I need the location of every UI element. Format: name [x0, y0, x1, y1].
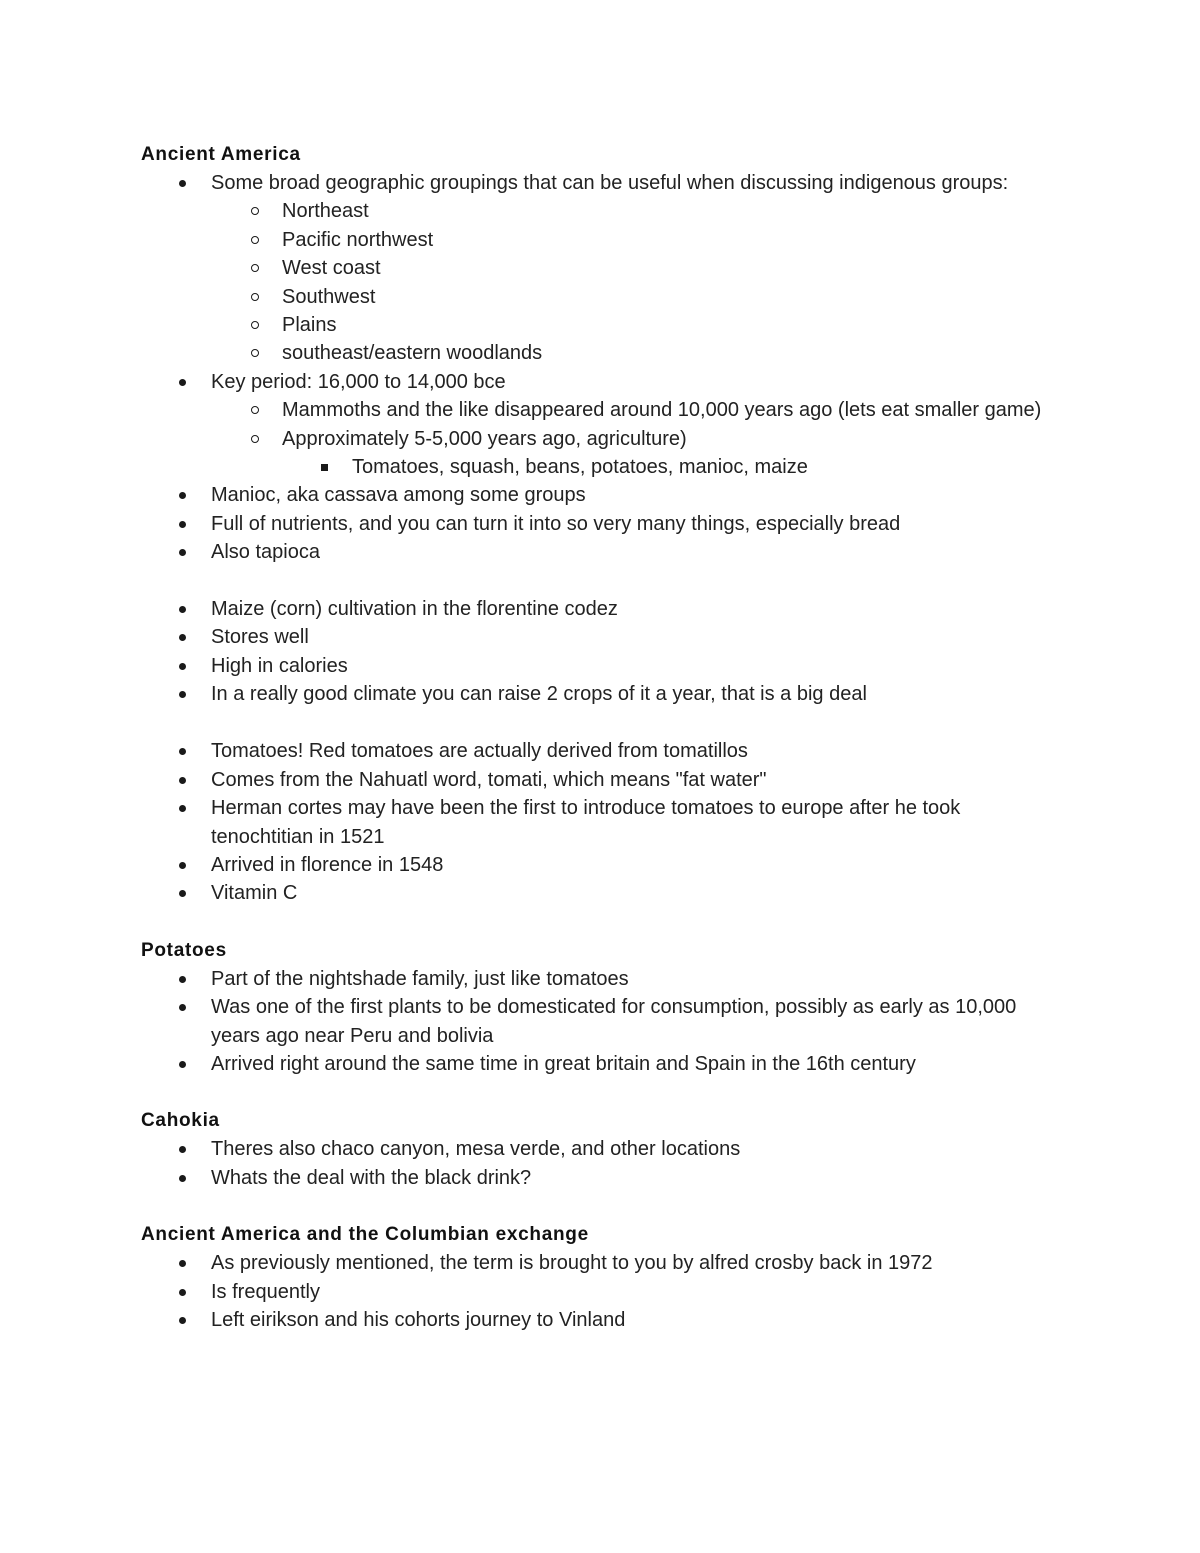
filled-bullet-icon	[179, 1317, 186, 1324]
paragraph-spacer	[0, 708, 1200, 737]
list-item: Whats the deal with the black drink?	[0, 1164, 1200, 1192]
list-item: Some broad geographic groupings that can be useful when discussing indigenous groups:	[0, 169, 1200, 197]
list-item: Herman cortes may have been the first to introduce tomatoes to europe after he took tenochtitian in 1521	[0, 794, 1200, 851]
filled-bullet-icon	[179, 1146, 186, 1153]
filled-bullet-icon	[179, 777, 186, 784]
filled-bullet-icon	[179, 862, 186, 869]
filled-bullet-icon	[179, 805, 186, 812]
list-item: In a really good climate you can raise 2 crops of it a year, that is a big deal	[0, 680, 1200, 708]
list-item: Northeast	[0, 197, 1200, 225]
filled-bullet-icon	[179, 492, 186, 499]
square-bullet-icon	[321, 464, 328, 471]
list-item: Pacific northwest	[0, 226, 1200, 254]
filled-bullet-icon	[179, 606, 186, 613]
filled-bullet-icon	[179, 379, 186, 386]
section-heading-potatoes: Potatoes	[141, 939, 227, 961]
list-item: Comes from the Nahuatl word, tomati, which means "fat water"	[0, 766, 1200, 794]
filled-bullet-icon	[179, 691, 186, 698]
list-item: Full of nutrients, and you can turn it into so very many things, especially bread	[0, 510, 1200, 538]
list-item: Key period: 16,000 to 14,000 bce	[0, 368, 1200, 396]
hollow-bullet-icon	[251, 321, 259, 329]
filled-bullet-icon	[179, 1004, 186, 1011]
filled-bullet-icon	[179, 748, 186, 755]
list-item: Mammoths and the like disappeared around 10,000 years ago (lets eat smaller game)	[0, 396, 1200, 424]
list-item: Vitamin C	[0, 879, 1200, 907]
list-item: Also tapioca	[0, 538, 1200, 566]
filled-bullet-icon	[179, 1061, 186, 1068]
section-heading-ancient-america: Ancient America	[141, 144, 301, 165]
filled-bullet-icon	[179, 1289, 186, 1296]
paragraph-spacer	[0, 1192, 1200, 1221]
list-item: Maize (corn) cultivation in the florentine codez	[0, 595, 1200, 623]
list-item: Was one of the first plants to be domesticated for consumption, possibly as early as 10,000 years ago near Peru and bolivia	[0, 993, 1200, 1050]
list-item: Part of the nightshade family, just like tomatoes	[0, 965, 1200, 993]
list-item: As previously mentioned, the term is brought to you by alfred crosby back in 1972	[0, 1249, 1200, 1277]
list-item: Stores well	[0, 623, 1200, 651]
filled-bullet-icon	[179, 890, 186, 897]
list-item: Southwest	[0, 283, 1200, 311]
hollow-bullet-icon	[251, 207, 259, 215]
filled-bullet-icon	[179, 663, 186, 670]
hollow-bullet-icon	[251, 406, 259, 414]
list-item: Tomatoes! Red tomatoes are actually derived from tomatillos	[0, 737, 1200, 765]
filled-bullet-icon	[179, 1260, 186, 1267]
filled-bullet-icon	[179, 1175, 186, 1182]
list-item: Arrived in florence in 1548	[0, 851, 1200, 879]
section-heading-columbian-exchange: Ancient America and the Columbian exchange	[141, 1224, 589, 1246]
filled-bullet-icon	[179, 180, 186, 187]
hollow-bullet-icon	[251, 264, 259, 272]
hollow-bullet-icon	[251, 293, 259, 301]
filled-bullet-icon	[179, 634, 186, 641]
list-item: Left eirikson and his cohorts journey to Vinland	[0, 1306, 1200, 1334]
list-item: Theres also chaco canyon, mesa verde, and other locations	[0, 1135, 1200, 1163]
list-item: southeast/eastern woodlands	[0, 339, 1200, 367]
paragraph-spacer	[0, 908, 1200, 937]
hollow-bullet-icon	[251, 236, 259, 244]
filled-bullet-icon	[179, 976, 186, 983]
filled-bullet-icon	[179, 521, 186, 528]
document-body	[0, 141, 1200, 1334]
list-item: Manioc, aka cassava among some groups	[0, 481, 1200, 509]
list-item: Tomatoes, squash, beans, potatoes, manioc, maize	[0, 453, 1200, 481]
hollow-bullet-icon	[251, 349, 259, 357]
paragraph-spacer	[0, 567, 1200, 595]
list-item: Approximately 5-5,000 years ago, agriculture)	[0, 425, 1200, 453]
filled-bullet-icon	[179, 549, 186, 556]
list-item: Is frequently	[0, 1278, 1200, 1306]
section-heading-cahokia: Cahokia	[141, 1110, 220, 1132]
list-item: High in calories	[0, 652, 1200, 680]
list-item: Arrived right around the same time in great britain and Spain in the 16th century	[0, 1050, 1200, 1078]
list-item: Plains	[0, 311, 1200, 339]
hollow-bullet-icon	[251, 435, 259, 443]
paragraph-spacer	[0, 1078, 1200, 1107]
list-item: West coast	[0, 254, 1200, 282]
